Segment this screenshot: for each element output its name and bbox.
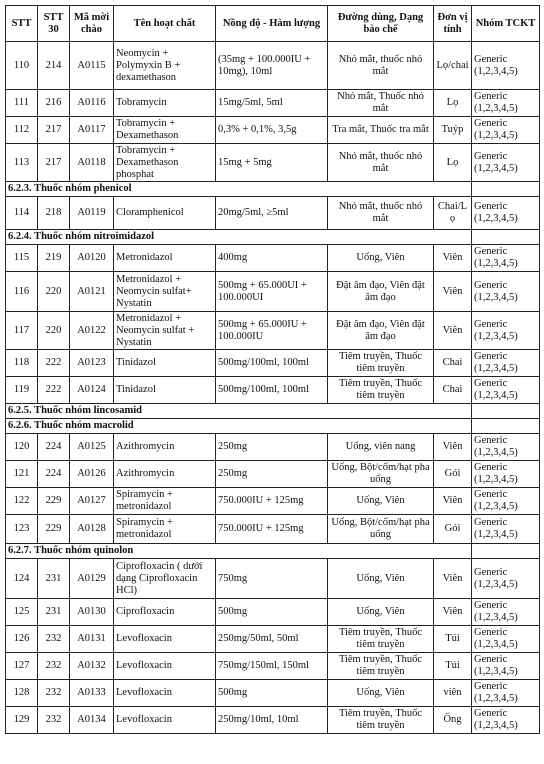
cell-tech-group: Generic (1,2,3,4,5) <box>472 42 540 90</box>
cell-tech-group: Generic (1,2,3,4,5) <box>472 377 540 404</box>
cell-offer-code: A0134 <box>70 707 114 734</box>
cell-active-ingredient: Spiramycin + metronidazol <box>114 488 216 515</box>
cell-tech-group: Generic (1,2,3,4,5) <box>472 245 540 272</box>
cell-active-ingredient: Metronidazol <box>114 245 216 272</box>
cell-offer-code: A0117 <box>70 117 114 144</box>
cell-concentration: 400mg <box>216 245 328 272</box>
cell-stt-30: 220 <box>38 312 70 350</box>
cell-tech-group: Generic (1,2,3,4,5) <box>472 599 540 626</box>
cell-route-form: Tiêm truyền, Thuốc tiêm truyền <box>328 653 434 680</box>
cell-active-ingredient: Tinidazol <box>114 350 216 377</box>
cell-concentration: 750mg <box>216 559 328 599</box>
section-title: 6.2.6. Thuốc nhóm macrolid <box>6 419 472 434</box>
cell-unit: Viên <box>434 272 472 312</box>
section-header-row <box>6 419 540 434</box>
cell-unit: Viên <box>434 312 472 350</box>
cell-active-ingredient: Metronidazol + Neomycin sulfat+ Nystatin <box>114 272 216 312</box>
cell-concentration: (35mg + 100.000IU + 10mg), 10ml <box>216 42 328 90</box>
cell-stt-30: 220 <box>38 272 70 312</box>
cell-offer-code: A0121 <box>70 272 114 312</box>
section-title: 6.2.4. Thuốc nhóm nitroimidazol <box>6 230 472 245</box>
section-title: 6.2.5. Thuốc nhóm lincosamid <box>6 404 472 419</box>
cell-tech-group: Generic (1,2,3,4,5) <box>472 680 540 707</box>
cell-unit: Gói <box>434 461 472 488</box>
section-empty-cell <box>472 404 540 419</box>
cell-unit: Viên <box>434 559 472 599</box>
header-stt: STT <box>6 6 38 42</box>
cell-offer-code: A0116 <box>70 90 114 117</box>
cell-stt: 123 <box>6 515 38 544</box>
cell-stt-30: 231 <box>38 599 70 626</box>
cell-active-ingredient: Tinidazol <box>114 377 216 404</box>
cell-concentration: 500mg <box>216 680 328 707</box>
cell-route-form: Uống, Viên <box>328 245 434 272</box>
table-row <box>6 434 540 461</box>
cell-active-ingredient: Azithromycin <box>114 434 216 461</box>
cell-concentration: 250mg/50ml, 50ml <box>216 626 328 653</box>
cell-unit: Viên <box>434 488 472 515</box>
cell-unit: Viên <box>434 434 472 461</box>
cell-unit: Chai <box>434 350 472 377</box>
table-row <box>6 488 540 515</box>
section-header-row <box>6 230 540 245</box>
table-row <box>6 377 540 404</box>
cell-stt: 120 <box>6 434 38 461</box>
cell-offer-code: A0119 <box>70 197 114 230</box>
cell-stt-30: 222 <box>38 377 70 404</box>
cell-tech-group: Generic (1,2,3,4,5) <box>472 626 540 653</box>
cell-tech-group: Generic (1,2,3,4,5) <box>472 653 540 680</box>
cell-active-ingredient: Tobramycin + Dexamethason <box>114 117 216 144</box>
cell-route-form: Uống, Viên <box>328 559 434 599</box>
header-concentration: Nồng độ - Hàm lượng <box>216 6 328 42</box>
cell-stt: 125 <box>6 599 38 626</box>
cell-concentration: 250mg/10ml, 10ml <box>216 707 328 734</box>
drug-list-table <box>5 5 540 734</box>
cell-stt-30: 222 <box>38 350 70 377</box>
section-empty-cell <box>472 230 540 245</box>
cell-tech-group: Generic (1,2,3,4,5) <box>472 272 540 312</box>
cell-offer-code: A0129 <box>70 559 114 599</box>
cell-stt: 127 <box>6 653 38 680</box>
header-offer-code: Mã mời chào <box>70 6 114 42</box>
cell-concentration: 15mg + 5mg <box>216 144 328 182</box>
cell-active-ingredient: Neomycin + Polymyxin B + dexamethason <box>114 42 216 90</box>
cell-unit: Tuýp <box>434 117 472 144</box>
cell-concentration: 20mg/5ml, ≥5ml <box>216 197 328 230</box>
cell-offer-code: A0133 <box>70 680 114 707</box>
cell-route-form: Tiêm truyền, Thuốc tiêm truyền <box>328 626 434 653</box>
cell-active-ingredient: Tobramycin + Dexamethason phosphat <box>114 144 216 182</box>
cell-stt-30: 232 <box>38 707 70 734</box>
table-row <box>6 42 540 90</box>
table-row <box>6 515 540 544</box>
table-row <box>6 626 540 653</box>
table-row <box>6 653 540 680</box>
cell-offer-code: A0132 <box>70 653 114 680</box>
section-header-row <box>6 544 540 559</box>
cell-concentration: 0,3% + 0,1%, 3,5g <box>216 117 328 144</box>
cell-stt: 113 <box>6 144 38 182</box>
section-empty-cell <box>472 182 540 197</box>
table-row <box>6 245 540 272</box>
cell-route-form: Uống, Viên <box>328 680 434 707</box>
section-empty-cell <box>472 544 540 559</box>
cell-stt: 128 <box>6 680 38 707</box>
table-row <box>6 680 540 707</box>
cell-tech-group: Generic (1,2,3,4,5) <box>472 488 540 515</box>
cell-tech-group: Generic (1,2,3,4,5) <box>472 144 540 182</box>
table-row <box>6 272 540 312</box>
table-row <box>6 350 540 377</box>
header-tech-group: Nhóm TCKT <box>472 6 540 42</box>
cell-concentration: 15mg/5ml, 5ml <box>216 90 328 117</box>
cell-stt-30: 224 <box>38 461 70 488</box>
cell-active-ingredient: Cloramphenicol <box>114 197 216 230</box>
cell-tech-group: Generic (1,2,3,4,5) <box>472 312 540 350</box>
cell-tech-group: Generic (1,2,3,4,5) <box>472 515 540 544</box>
cell-tech-group: Generic (1,2,3,4,5) <box>472 350 540 377</box>
cell-offer-code: A0125 <box>70 434 114 461</box>
cell-offer-code: A0124 <box>70 377 114 404</box>
cell-stt: 121 <box>6 461 38 488</box>
cell-offer-code: A0131 <box>70 626 114 653</box>
cell-stt: 111 <box>6 90 38 117</box>
section-title: 6.2.3. Thuốc nhóm phenicol <box>6 182 472 197</box>
cell-stt-30: 224 <box>38 434 70 461</box>
section-header-row <box>6 404 540 419</box>
cell-stt-30: 232 <box>38 653 70 680</box>
cell-route-form: Nhỏ mắt, thuốc nhỏ mắt <box>328 144 434 182</box>
cell-route-form: Tiêm truyền, Thuốc tiêm truyền <box>328 350 434 377</box>
cell-route-form: Tiêm truyền, Thuốc tiêm truyền <box>328 707 434 734</box>
cell-route-form: Nhỏ mắt, Thuốc nhỏ mắt <box>328 90 434 117</box>
cell-active-ingredient: Ciprofloxacin ( dưới dạng Ciprofloxacin HCl) <box>114 559 216 599</box>
cell-route-form: Uống, Viên <box>328 488 434 515</box>
cell-offer-code: A0123 <box>70 350 114 377</box>
cell-offer-code: A0118 <box>70 144 114 182</box>
cell-concentration: 500mg + 65.000UI + 100.000UI <box>216 272 328 312</box>
cell-tech-group: Generic (1,2,3,4,5) <box>472 197 540 230</box>
cell-tech-group: Generic (1,2,3,4,5) <box>472 434 540 461</box>
cell-stt: 124 <box>6 559 38 599</box>
cell-stt: 115 <box>6 245 38 272</box>
cell-route-form: Uống, viên nang <box>328 434 434 461</box>
cell-concentration: 250mg <box>216 434 328 461</box>
cell-route-form: Uống, Bột/cốm/hạt pha uống <box>328 461 434 488</box>
cell-concentration: 250mg <box>216 461 328 488</box>
header-active-ingredient: Tên hoạt chất <box>114 6 216 42</box>
cell-stt: 116 <box>6 272 38 312</box>
cell-active-ingredient: Azithromycin <box>114 461 216 488</box>
cell-stt: 119 <box>6 377 38 404</box>
cell-offer-code: A0122 <box>70 312 114 350</box>
cell-route-form: Tiêm truyền, Thuốc tiêm truyền <box>328 377 434 404</box>
cell-route-form: Uống, Bột/cốm/hạt pha uống <box>328 515 434 544</box>
cell-unit: Chai <box>434 377 472 404</box>
cell-stt-30: 214 <box>38 42 70 90</box>
table-row <box>6 599 540 626</box>
cell-route-form: Tra mắt, Thuốc tra mắt <box>328 117 434 144</box>
table-row <box>6 559 540 599</box>
cell-stt-30: 229 <box>38 488 70 515</box>
cell-unit: Lọ <box>434 90 472 117</box>
cell-offer-code: A0127 <box>70 488 114 515</box>
section-header-row <box>6 182 540 197</box>
table-row <box>6 90 540 117</box>
table-row <box>6 312 540 350</box>
cell-route-form: Đặt âm đạo, Viên đặt âm đạo <box>328 272 434 312</box>
cell-unit: Gói <box>434 515 472 544</box>
cell-route-form: Nhỏ mắt, thuốc nhỏ mắt <box>328 197 434 230</box>
table-row <box>6 197 540 230</box>
table-row <box>6 461 540 488</box>
cell-concentration: 500mg/100ml, 100ml <box>216 377 328 404</box>
table-row <box>6 144 540 182</box>
cell-stt: 110 <box>6 42 38 90</box>
cell-stt-30: 231 <box>38 559 70 599</box>
cell-stt: 129 <box>6 707 38 734</box>
cell-stt-30: 217 <box>38 117 70 144</box>
cell-stt: 112 <box>6 117 38 144</box>
cell-tech-group: Generic (1,2,3,4,5) <box>472 461 540 488</box>
cell-route-form: Uống, Viên <box>328 599 434 626</box>
cell-active-ingredient: Levofloxacin <box>114 653 216 680</box>
cell-unit: Lọ <box>434 144 472 182</box>
cell-active-ingredient: Tobramycin <box>114 90 216 117</box>
cell-offer-code: A0130 <box>70 599 114 626</box>
cell-stt: 117 <box>6 312 38 350</box>
cell-unit: viên <box>434 680 472 707</box>
cell-concentration: 750.000IU + 125mg <box>216 515 328 544</box>
cell-offer-code: A0120 <box>70 245 114 272</box>
cell-unit: Lọ/chai <box>434 42 472 90</box>
cell-stt: 118 <box>6 350 38 377</box>
cell-concentration: 500mg + 65.000IU + 100.000IU <box>216 312 328 350</box>
cell-stt: 114 <box>6 197 38 230</box>
cell-stt-30: 217 <box>38 144 70 182</box>
cell-offer-code: A0115 <box>70 42 114 90</box>
cell-concentration: 750mg/150ml, 150ml <box>216 653 328 680</box>
cell-active-ingredient: Ciprofloxacin <box>114 599 216 626</box>
cell-concentration: 500mg <box>216 599 328 626</box>
cell-stt-30: 218 <box>38 197 70 230</box>
cell-active-ingredient: Levofloxacin <box>114 626 216 653</box>
cell-stt-30: 229 <box>38 515 70 544</box>
cell-stt-30: 232 <box>38 680 70 707</box>
table-row <box>6 117 540 144</box>
cell-unit: Túi <box>434 653 472 680</box>
cell-tech-group: Generic (1,2,3,4,5) <box>472 707 540 734</box>
cell-route-form: Nhỏ mắt, thuốc nhỏ mắt <box>328 42 434 90</box>
cell-concentration: 750.000IU + 125mg <box>216 488 328 515</box>
cell-active-ingredient: Levofloxacin <box>114 680 216 707</box>
cell-active-ingredient: Metronidazol + Neomycin sulfat + Nystatin <box>114 312 216 350</box>
cell-stt: 126 <box>6 626 38 653</box>
section-empty-cell <box>472 419 540 434</box>
cell-tech-group: Generic (1,2,3,4,5) <box>472 90 540 117</box>
cell-stt-30: 219 <box>38 245 70 272</box>
cell-unit: Chai/Lọ <box>434 197 472 230</box>
cell-concentration: 500mg/100ml, 100ml <box>216 350 328 377</box>
cell-unit: Viên <box>434 599 472 626</box>
cell-stt: 122 <box>6 488 38 515</box>
cell-offer-code: A0128 <box>70 515 114 544</box>
cell-route-form: Đặt âm đạo, Viên đặt âm đạo <box>328 312 434 350</box>
cell-active-ingredient: Levofloxacin <box>114 707 216 734</box>
cell-unit: Ống <box>434 707 472 734</box>
cell-unit: Túi <box>434 626 472 653</box>
table-header-row <box>6 6 540 42</box>
table-row <box>6 707 540 734</box>
header-route-form: Đường dùng, Dạng bào chế <box>328 6 434 42</box>
cell-tech-group: Generic (1,2,3,4,5) <box>472 117 540 144</box>
header-unit: Đơn vị tính <box>434 6 472 42</box>
header-stt-30: STT 30 <box>38 6 70 42</box>
section-title: 6.2.7. Thuốc nhóm quinolon <box>6 544 472 559</box>
cell-stt-30: 232 <box>38 626 70 653</box>
table-body <box>6 42 540 734</box>
cell-tech-group: Generic (1,2,3,4,5) <box>472 559 540 599</box>
cell-active-ingredient: Spiramycin + metronidazol <box>114 515 216 544</box>
cell-offer-code: A0126 <box>70 461 114 488</box>
cell-unit: Viên <box>434 245 472 272</box>
cell-stt-30: 216 <box>38 90 70 117</box>
